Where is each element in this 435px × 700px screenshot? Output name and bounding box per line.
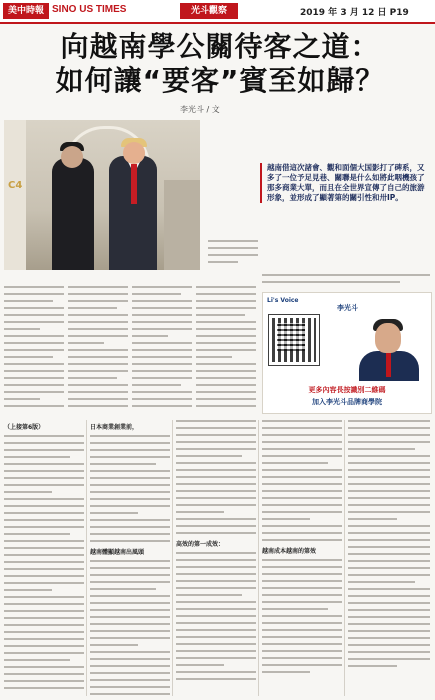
text-column-3-top — [208, 240, 258, 280]
portrait-icon — [375, 323, 401, 353]
text-column-2a — [68, 286, 128, 418]
publication-logo: 美中時報 — [3, 3, 49, 19]
text-column-5 — [348, 420, 430, 698]
pull-quote: 越南借這次諸會、觀和面個大国影打了碑系，又多了一位予足見巷、關聯是什么如將此咽機孩了那多商業大單，而且在全世界宣傳了自己的旅游形象，並形成了顯著第的關引性和卅IP。 — [260, 163, 427, 203]
photo-sign-text: C4 — [8, 180, 23, 191]
text-column-4a — [196, 286, 256, 418]
headline-line-2: 如何讓“要客”賓至如歸？ — [55, 64, 385, 97]
text-column-right-top — [262, 274, 430, 288]
section-label: 光斗觀察 — [180, 3, 238, 19]
text-column-2 — [90, 420, 170, 698]
text-column-3 — [176, 420, 256, 698]
promo-ad[interactable] — [262, 292, 432, 414]
text-column-4 — [262, 420, 342, 698]
article-headline — [20, 30, 420, 98]
text-column-1a — [4, 286, 64, 418]
column-subhead: 越南成本越南的第效 — [262, 548, 317, 555]
headline-line-1: 向越南學公關待客之道： — [60, 30, 380, 63]
publication-name: SINO US TIMES — [52, 4, 127, 15]
ad-line-2: 加入李光斗品牌商學院 — [312, 398, 382, 406]
ad-line-1: 更多內容長按識別二維碼 — [308, 386, 386, 394]
issue-dateline — [300, 5, 409, 18]
column-subhead: 越南體顯越南出風頭 — [90, 549, 145, 556]
ad-brand: Li's Voice — [267, 297, 299, 304]
ad-person-name: 李光斗 — [337, 304, 358, 312]
article-byline: 李光斗 / 文 — [180, 105, 220, 114]
page-number: P19 — [389, 8, 409, 18]
leaders-photo — [4, 120, 200, 270]
column-subhead: 日本商業創業前， — [90, 424, 139, 431]
text-column-3a — [132, 286, 192, 418]
column-subhead: 高效的第一成效： — [176, 541, 225, 548]
issue-date: 2019 年 3 月 12 日 — [300, 8, 387, 18]
column-subhead: （上接第6版） — [4, 424, 45, 431]
text-column-1 — [4, 420, 84, 698]
